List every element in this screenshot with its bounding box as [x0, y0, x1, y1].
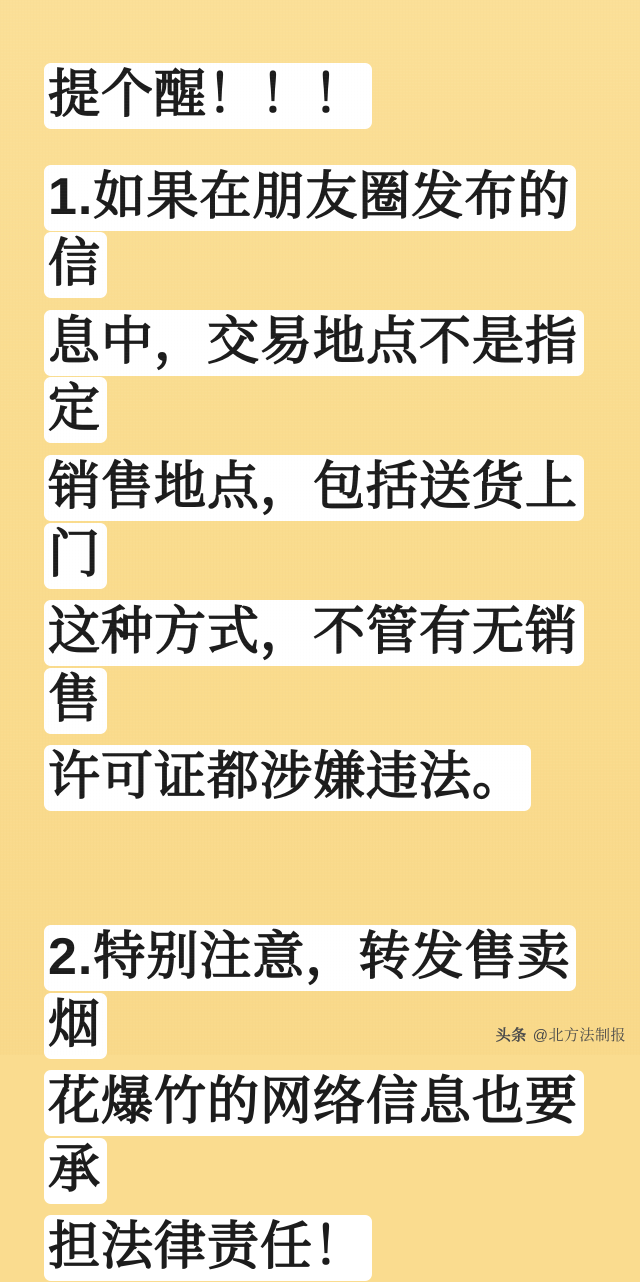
paragraph-line	[44, 744, 604, 812]
paragraph-line	[44, 454, 604, 589]
paragraph-line-text: 担法律责任！	[44, 1215, 372, 1281]
paragraph-item-2	[44, 924, 604, 1282]
paragraph-line-text: 这种方式，不管有无销售	[44, 600, 584, 734]
paragraph-line	[44, 309, 604, 444]
paragraph-line	[44, 164, 604, 299]
spacer-between-paragraphs	[44, 812, 604, 924]
platform-label: 头条	[495, 1027, 527, 1044]
paragraph-line-text: 许可证都涉嫌违法。	[44, 745, 531, 811]
paragraph-line	[44, 1069, 604, 1204]
paragraph-line	[44, 1214, 604, 1282]
poster-title-text: 提个醒！！！	[44, 63, 372, 129]
poster-content	[0, 62, 640, 1282]
paragraph-line	[44, 599, 604, 734]
poster-title	[44, 62, 604, 130]
paragraph-line-text: 1.如果在朋友圈发布的信	[44, 165, 576, 299]
paragraph-line-text: 2.特别注意，转发售卖烟	[44, 925, 576, 1059]
watermark	[496, 1024, 626, 1045]
spacer-title	[44, 140, 604, 164]
source-label: @北方法制报	[532, 1027, 626, 1044]
paragraph-line-text: 息中，交易地点不是指定	[44, 310, 584, 444]
paragraph-line-text: 花爆竹的网络信息也要承	[44, 1070, 584, 1204]
paragraph-item-1	[44, 164, 604, 812]
paragraph-line-text: 销售地点，包括送货上门	[44, 455, 584, 589]
